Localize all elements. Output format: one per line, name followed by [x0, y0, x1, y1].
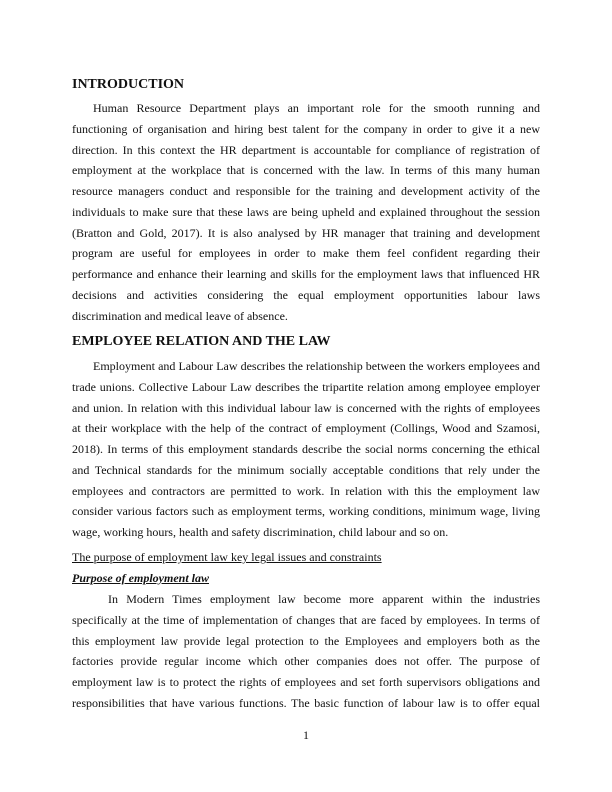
text-line: direction. In this context the HR department is accountable for compliance of registration of: [72, 142, 540, 157]
text-line: employment law is to protect the rights of employees and set forth supervisors obligations and: [72, 675, 540, 689]
text-line: resource managers conduct and responsible for the training and development activity of the: [72, 184, 540, 198]
text-line: discrimination and medical leave of absence.: [72, 308, 288, 323]
text-line: this employment law provide legal protection to the Employees and employers both as the: [72, 633, 540, 648]
text-line: Employment and Labour Law describes the relationship between the workers employees and: [93, 359, 540, 373]
text-line: and union. In relation with this individual labour law is concerned with the rights of employees: [72, 400, 540, 415]
text-line: functioning of organisation and hiring best talent for the company in order to give it a new: [72, 121, 540, 136]
subheading-purpose-issues: The purpose of employment law key legal issues and constraints: [72, 550, 382, 564]
text-line: wage, working hours, health and safety discrimination, child labour and so on.: [72, 525, 449, 539]
text-line: employees and contractors are permitted to work. In relation with this the employment law: [72, 483, 540, 498]
paragraph-introduction: [72, 98, 540, 326]
text-line: at their workplace with the help of the contract of employment (Collings, Wood and Szamosi,: [72, 421, 540, 436]
text-line: consider various factors such as employment terms, working conditions, minimum wage, living: [72, 504, 540, 519]
text-line: Human Resource Department plays an important role for the smooth running and: [93, 101, 540, 115]
subheading-purpose-of-employment-law: Purpose of employment law: [72, 571, 209, 585]
text-line: (Bratton and Gold, 2017). It is also analysed by HR manager that training and development: [72, 225, 540, 240]
paragraph-employee-relation: [72, 356, 540, 543]
text-line: In Modern Times employment law become more apparent within the industries: [108, 592, 540, 606]
text-line: performance and enhance their learning and skills for the employment laws that influenced HR: [72, 267, 540, 281]
text-line: employment at the workplace that is concerned with the law. In terms of this many human: [72, 163, 540, 178]
text-line: specifically at the time of implementation of changes that are faced by employees. In terms of: [72, 612, 540, 627]
text-line: responsibilities that have various functions. The basic function of labour law is to offer equal: [72, 695, 540, 710]
text-line: 2018). In terms of this employment standards describe the social norms concerning the ethical: [72, 442, 540, 456]
text-line: program are useful for employees in order to make them feel confident regarding their: [72, 246, 540, 261]
text-line: trade unions. Collective Labour Law describes the tripartite relation among employee employer: [72, 379, 540, 394]
text-line: factories provide regular income which other companies does not offer. The purpose of: [72, 654, 540, 669]
text-line: decisions and activities considering the equal employment opportunities labour laws: [72, 287, 540, 302]
heading-employee-relation: EMPLOYEE RELATION AND THE LAW: [72, 334, 331, 349]
text-line: and Technical standards for the minimum socially acceptable conditions that rely under the: [72, 462, 540, 477]
text-line: individuals to make sure that these laws are being upheld and explained throughout the session: [72, 204, 540, 219]
page-number: 1: [303, 728, 309, 742]
paragraph-purpose: [72, 589, 540, 714]
heading-introduction: INTRODUCTION: [72, 77, 185, 92]
